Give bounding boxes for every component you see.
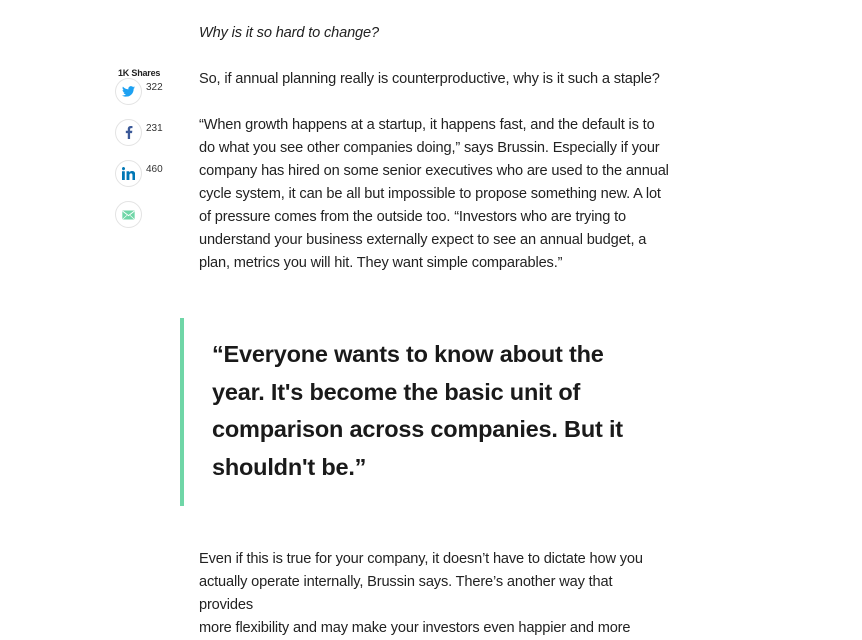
- paragraph-3-line: more flexibility and may make your investors even happier and more: [199, 620, 631, 636]
- paragraph-2-line: company has hired on some senior executives who are used to the annual: [199, 163, 669, 179]
- share-row-email: [115, 201, 175, 242]
- paragraph-2-line: of pressure comes from the outside too. “Investors who are trying to: [199, 209, 627, 225]
- paragraph-3-line: actually operate internally, Brussin says. There’s another way that provides: [199, 574, 613, 613]
- twitter-icon: [122, 86, 135, 97]
- share-rail: [115, 68, 175, 242]
- paragraph-1: [199, 68, 669, 91]
- paragraph-2-line: understand your business externally expect to see an annual budget, a: [199, 232, 647, 248]
- pullquote-line: shouldn't be.”: [212, 453, 367, 480]
- paragraph-2: [199, 114, 669, 275]
- email-share-button[interactable]: [115, 201, 142, 228]
- twitter-share-count: 322: [146, 82, 163, 93]
- facebook-share-button[interactable]: [115, 119, 142, 146]
- pullquote-line: year. It's become the basic unit of: [212, 378, 581, 405]
- paragraph-1-text: So, if annual planning really is counterproductive, why is it such a staple?: [199, 71, 660, 87]
- section-heading: Why is it so hard to change?: [199, 25, 379, 41]
- twitter-share-button[interactable]: [115, 78, 142, 105]
- linkedin-icon: [122, 167, 135, 180]
- paragraph-2-line: plan, metrics you will hit. They want simple comparables.”: [199, 255, 563, 271]
- paragraph-2-line: do what you see other companies doing,” says Brussin. Especially if your: [199, 140, 660, 156]
- pullquote: [212, 336, 652, 486]
- facebook-share-count: 231: [146, 123, 163, 134]
- linkedin-share-count: 460: [146, 164, 163, 175]
- pullquote-accent-bar: [180, 318, 184, 506]
- paragraph-2-line: “When growth happens at a startup, it happens fast, and the default is to: [199, 117, 655, 133]
- share-row-facebook: [115, 119, 175, 160]
- share-row-twitter: [115, 78, 175, 119]
- share-row-linkedin: [115, 160, 175, 201]
- pullquote-line: comparison across companies. But it: [212, 416, 623, 443]
- linkedin-share-button[interactable]: [115, 160, 142, 187]
- section-heading-block: [199, 22, 669, 45]
- paragraph-3: [199, 548, 669, 640]
- paragraph-3-line: Even if this is true for your company, it doesn’t have to dictate how you: [199, 551, 643, 567]
- facebook-icon: [125, 126, 133, 139]
- email-icon: [122, 210, 135, 220]
- share-total: 1K Shares: [118, 68, 161, 78]
- paragraph-2-line: cycle system, it can be all but impossible to propose something new. A lot: [199, 186, 661, 202]
- pullquote-line: “Everyone wants to know about the: [212, 341, 604, 367]
